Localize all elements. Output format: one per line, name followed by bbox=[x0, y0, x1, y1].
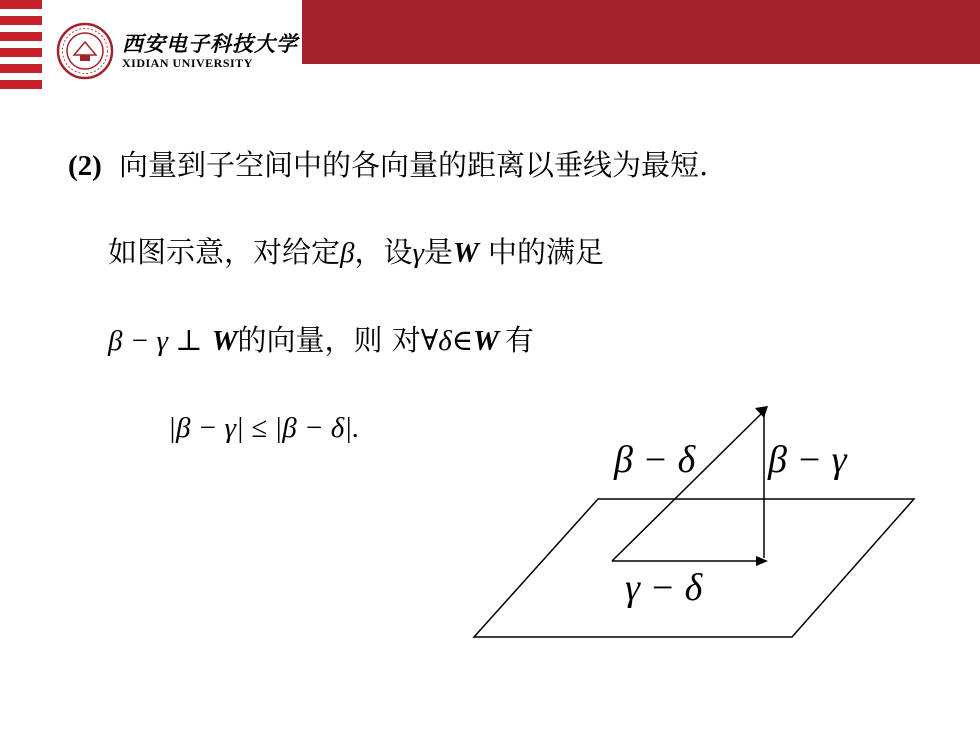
math-in: ∈ bbox=[451, 323, 474, 357]
math-W: W bbox=[473, 325, 499, 357]
text-segment: 中的满足 bbox=[478, 235, 604, 269]
heading-number: (2) bbox=[68, 150, 102, 182]
math-delta: δ bbox=[438, 325, 452, 357]
label-beta-minus-delta: β − δ bbox=[614, 439, 696, 481]
text-segment: ，设 bbox=[354, 235, 413, 269]
text-segment: 有 bbox=[504, 323, 534, 357]
logo-english-name: XIDIAN UNIVERSITY bbox=[122, 56, 253, 70]
vector-beta-minus-delta bbox=[612, 413, 762, 561]
text-segment: 的向量，则 对∀ bbox=[237, 323, 439, 357]
math-W: W bbox=[452, 237, 479, 269]
math-expression: β − γ ⊥ bbox=[108, 325, 203, 357]
math-W: W bbox=[211, 325, 238, 357]
math-gamma: γ bbox=[412, 237, 424, 269]
label-gamma-minus-delta: γ − δ bbox=[625, 567, 703, 609]
text-segment: 是 bbox=[423, 235, 453, 269]
heading-text: 向量到子空间中的各向量的距离以垂线为最短. bbox=[119, 148, 709, 182]
math-beta: β bbox=[340, 237, 355, 269]
arrowhead-top-icon bbox=[755, 406, 768, 418]
inequality: |β − γ| ≤ |β − δ|. bbox=[168, 412, 360, 444]
text-segment: 如图示意，对给定 bbox=[108, 235, 341, 269]
arrowhead-right-icon bbox=[756, 556, 768, 566]
logo-chinese-name: 西安电子科技大学 bbox=[122, 31, 298, 56]
label-beta-minus-gamma: β − γ bbox=[768, 439, 847, 481]
